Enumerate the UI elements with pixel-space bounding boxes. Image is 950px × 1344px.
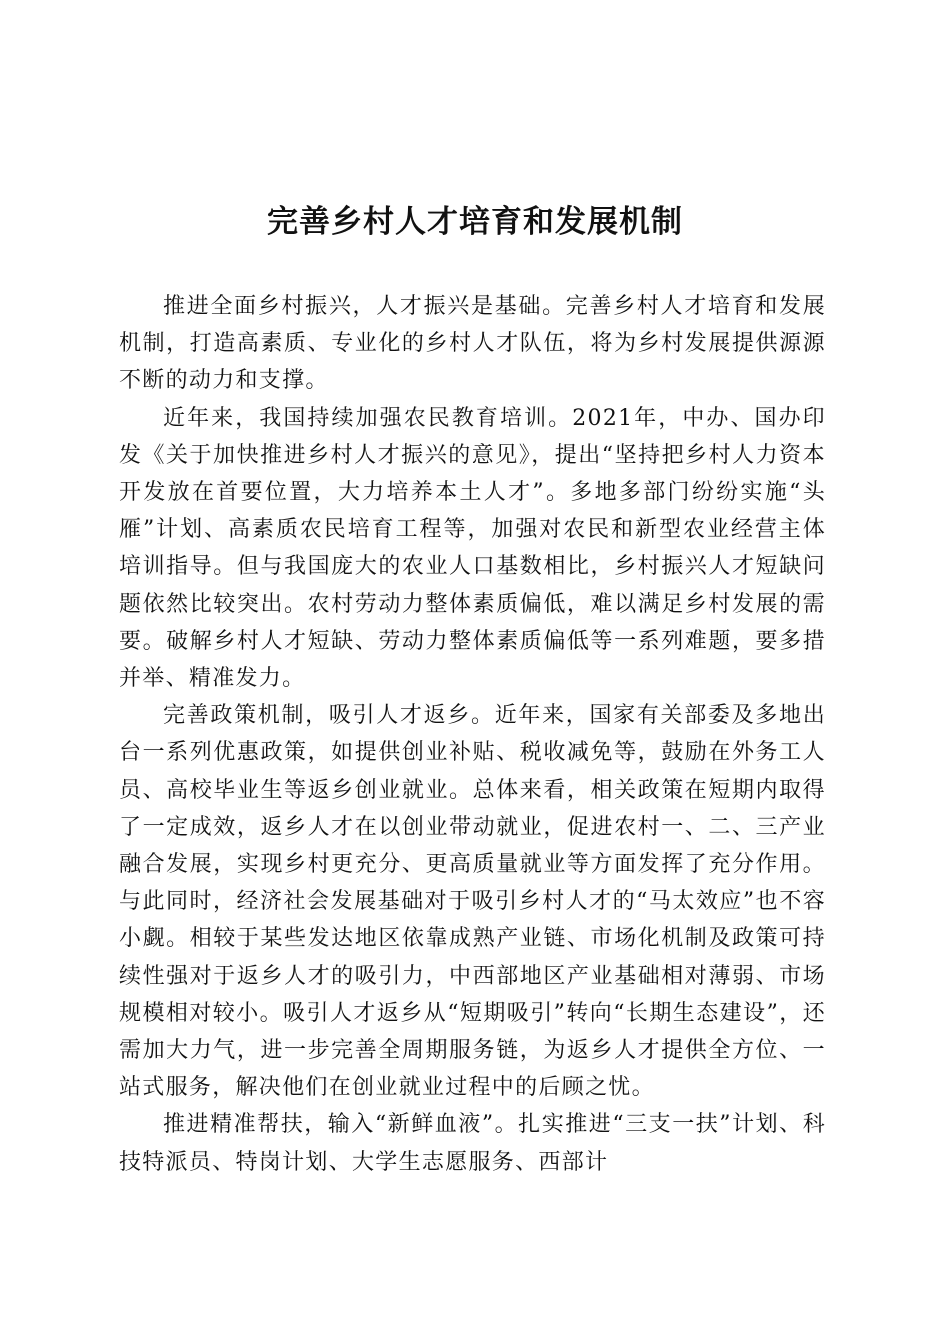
document-body bbox=[119, 288, 826, 1181]
paragraph-assistance: 推进精准帮扶，输入“新鲜血液”。扎实推进“三支一扶”计划、科技特派员、特岗计划、大学生志愿服务、西部计 bbox=[119, 1112, 826, 1175]
paragraph-intro: 推进全面乡村振兴，人才振兴是基础。完善乡村人才培育和发展机制，打造高素质、专业化的乡村人才队伍，将为乡村发展提供源源不断的动力和支撑。 bbox=[119, 294, 826, 394]
document-title: 完善乡村人才培育和发展机制 bbox=[267, 204, 683, 240]
paragraph-training: 近年来，我国持续加强农民教育培训。2021年，中办、国办印发《关于加快推进乡村人才振兴的意见》，提出“坚持把乡村人力资本开发放在首要位置，大力培养本土人才”。多地多部门纷纷实施“头雁”计划、高素质农民培育工程等，加强对农民和新型农业经营主体培训指导。但与我国庞大的农业人口基数相比，乡村振兴人才短缺问题依然比较突出。农村劳动力整体素质偏低，难以满足乡村发展的需要。破解乡村人才短缺、劳动力整体素质偏低等一系列难题，要多措并举、精准发力。 bbox=[119, 405, 826, 692]
paragraph-policy: 完善政策机制，吸引人才返乡。近年来，国家有关部委及多地出台一系列优惠政策，如提供创业补贴、税收减免等，鼓励在外务工人员、高校毕业生等返乡创业就业。总体来看，相关政策在短期内取得了一定成效，返乡人才在以创业带动就业，促进农村一、二、三产业融合发展，实现乡村更充分、更高质量就业等方面发挥了充分作用。与此同时，经济社会发展基础对于吸引乡村人才的“马太效应”也不容小觑。相较于某些发达地区依靠成熟产业链、市场化机制及政策可持续性强对于返乡人才的吸引力，中西部地区产业基础相对薄弱、市场规模相对较小。吸引人才返乡从“短期吸引”转向“长期生态建设”，还需加大力气，进一步完善全周期服务链，为返乡人才提供全方位、一站式服务，解决他们在创业就业过程中的后顾之忧。 bbox=[119, 703, 826, 1101]
